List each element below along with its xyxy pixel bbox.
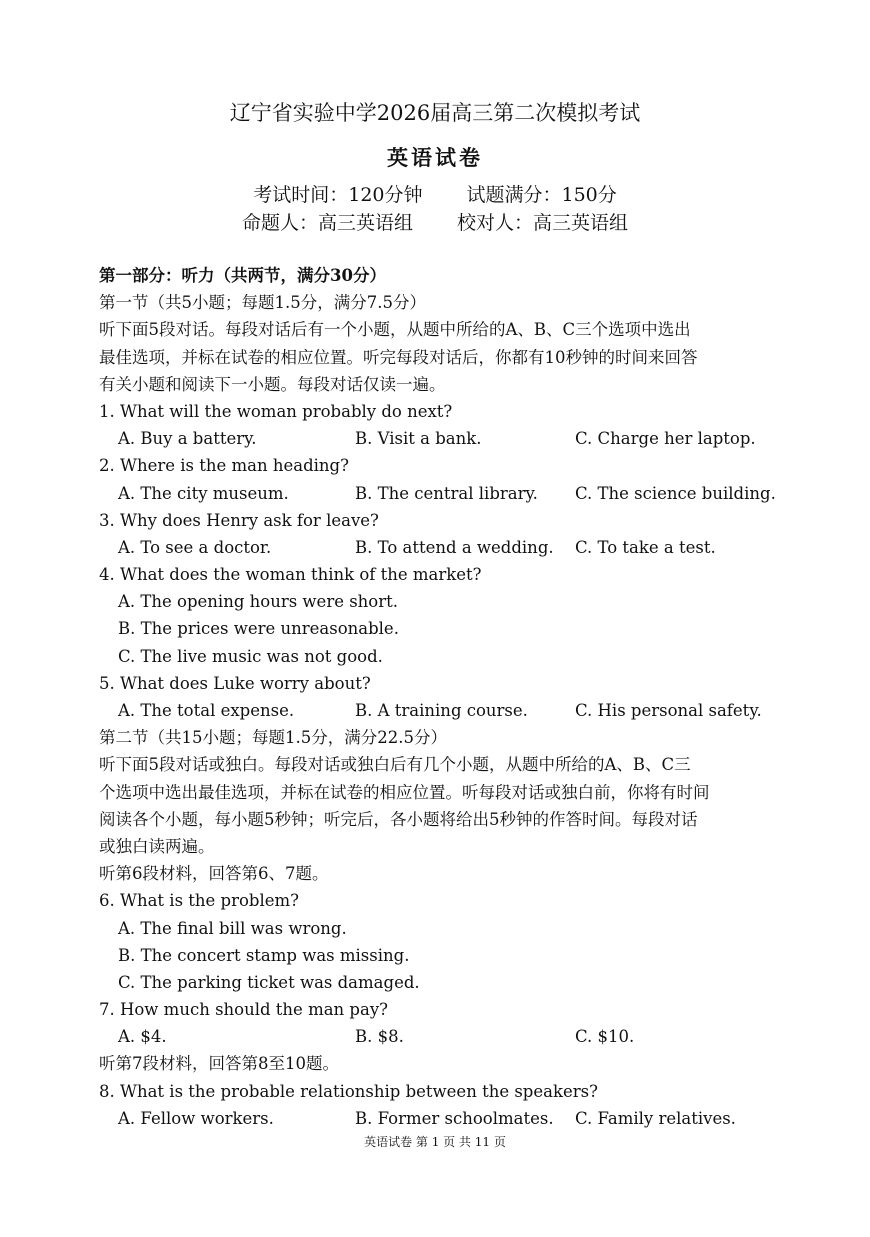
option-a: A. The final bill was wrong. — [118, 918, 347, 938]
option-c: C. The live music was not good. — [118, 646, 383, 666]
option-c: C. The science building. — [575, 483, 776, 503]
section2-heading: 第二节（共15小题；每题1.5分，满分22.5分） — [99, 728, 447, 748]
exam-score: 试题满分：150分 — [466, 184, 617, 206]
question-options — [99, 425, 771, 452]
option-b: B. Visit a bank. — [355, 429, 482, 449]
question-options — [99, 1023, 771, 1050]
option-a: A. $4. — [118, 1027, 167, 1047]
question-stem: 8. What is the probable relationship between the speakers? — [99, 1081, 598, 1101]
exam-proofreader: 校对人：高三英语组 — [457, 212, 629, 234]
question-stem: 5. What does Luke worry about? — [99, 673, 371, 693]
option-c: C. His personal safety. — [575, 701, 762, 720]
option-c: C. The parking ticket was damaged. — [118, 972, 420, 992]
section2-instruction-line: 听下面5段对话或独白。每段对话或独白后有几个小题，从题中所给的A、B、C三 — [99, 755, 691, 775]
question-stem: 4. What does the woman think of the market? — [99, 565, 482, 585]
question-stem: 3. Why does Henry ask for leave? — [99, 510, 379, 530]
option-a: A. The opening hours were short. — [118, 592, 399, 612]
question-options — [99, 1105, 771, 1132]
option-a: A. The city museum. — [118, 483, 289, 503]
option-b: B. The prices were unreasonable. — [118, 619, 399, 639]
question-stem: 6. What is the problem? — [99, 891, 300, 911]
option-a: A. Fellow workers. — [118, 1108, 274, 1128]
option-a: A. The total expense. — [118, 701, 295, 720]
question-stem: 2. Where is the man heading? — [99, 456, 349, 476]
option-a: A. Buy a battery. — [118, 429, 257, 449]
option-c: C. $10. — [575, 1027, 635, 1047]
question-options — [99, 697, 771, 724]
section2-instruction-line: 阅读各个小题，每小题5秒钟；听完后，各小题将给出5秒钟的作答时间。每段对话 — [99, 809, 698, 829]
exam-content — [99, 262, 776, 1132]
option-b: B. To attend a wedding. — [355, 537, 554, 557]
exam-author: 命题人：高三英语组 — [241, 212, 413, 234]
material-7-note: 听第7段材料，回答第8至10题。 — [99, 1054, 339, 1074]
section1-instruction-line: 有关小题和阅读下一小题。每段对话仅读一遍。 — [99, 374, 446, 394]
option-b: B. $8. — [355, 1027, 404, 1047]
option-c: C. Charge her laptop. — [575, 429, 756, 449]
section1-instruction-line: 听下面5段对话。每段对话后有一个小题，从题中所给的A、B、C三个选项中选出 — [99, 320, 691, 340]
question-options — [99, 534, 771, 561]
material-6-note: 听第6段材料，回答第6、7题。 — [99, 864, 329, 884]
option-b: B. Former schoolmates. — [355, 1108, 554, 1128]
page-footer: 英语试卷 第 1 页 共 11 页 — [364, 1135, 506, 1149]
section2-instruction-line: 个选项中选出最佳选项，并标在试卷的相应位置。听每段对话或独白前，你将有时间 — [99, 782, 710, 802]
subject-title: 英语试卷 — [387, 145, 483, 170]
option-a: A. To see a doctor. — [118, 537, 272, 557]
question-options — [99, 480, 776, 507]
question-stem: 7. How much should the man pay? — [99, 1000, 388, 1020]
section1-instruction-line: 最佳选项，并标在试卷的相应位置。听完每段对话后，你都有10秒钟的时间来回答 — [99, 347, 698, 367]
section1-heading: 第一节（共5小题；每题1.5分，满分7.5分） — [99, 293, 426, 313]
exam-meta-authors — [0, 209, 870, 237]
exam-meta-time — [0, 181, 870, 209]
question-stem: 1. What will the woman probably do next? — [99, 401, 453, 421]
option-c: C. Family relatives. — [575, 1108, 736, 1128]
option-b: B. The central library. — [355, 483, 538, 503]
option-b: B. The concert stamp was missing. — [118, 945, 410, 965]
section2-instruction-line: 或独白读两遍。 — [99, 836, 215, 856]
exam-time: 考试时间：120分钟 — [253, 184, 423, 206]
exam-title: 辽宁省实验中学2026届高三第二次模拟考试 — [229, 101, 641, 125]
part1-heading: 第一部分：听力（共两节，满分30分） — [99, 266, 386, 285]
option-c: C. To take a test. — [575, 537, 716, 557]
option-b: B. A training course. — [355, 701, 528, 720]
